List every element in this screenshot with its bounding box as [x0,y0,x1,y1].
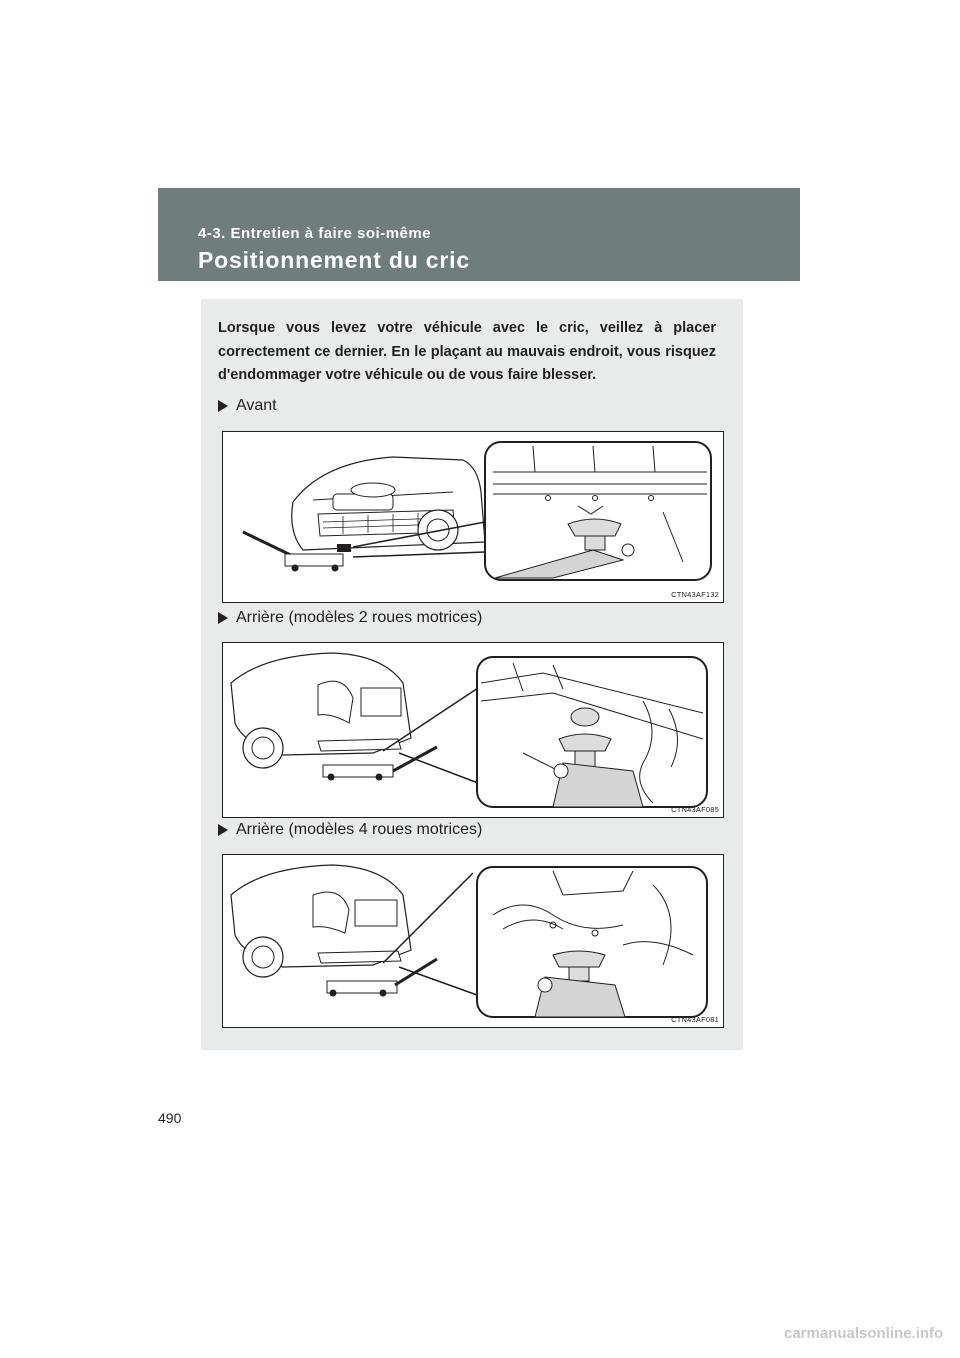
page-number: 490 [158,1110,182,1126]
section-label: 4-3. Entretien à faire soi-même [198,225,432,242]
triangle-right-icon [218,612,228,624]
content-panel [201,299,743,1050]
triangle-right-icon [218,400,228,412]
caption-front-text: Avant [236,397,277,414]
figure-code: CTN43AF081 [671,1015,719,1024]
caption-rear-4wd [218,821,482,839]
figure-code: CTN43AF132 [671,590,719,599]
caption-front [218,397,277,415]
figure-rear-4wd-jack [222,854,724,1028]
triangle-right-icon [218,824,228,836]
caption-rear-2wd-text: Arrière (modèles 2 roues motrices) [236,609,483,626]
caption-rear-2wd [218,609,482,627]
front-jack-illustration [223,432,723,602]
figure-rear-2wd-jack [222,642,724,818]
rear-4wd-jack-illustration [223,855,723,1027]
figure-front-jack [222,431,724,603]
page-title: Positionnement du cric [198,247,470,273]
figure-code: CTN43AF085 [671,805,719,814]
caption-rear-4wd-text: Arrière (modèles 4 roues motrices) [236,821,483,838]
watermark: carmanualsonline.info [784,1325,944,1342]
intro-paragraph: Lorsque vous levez votre véhicule avec le cric, veillez à placer correctement ce dernier. En le plaçant au mauvais endroit, vous risquez d'endommager votre véhicule ou de vous faire blesser. [218,320,716,383]
section-header [158,188,800,281]
rear-2wd-jack-illustration [223,643,723,817]
